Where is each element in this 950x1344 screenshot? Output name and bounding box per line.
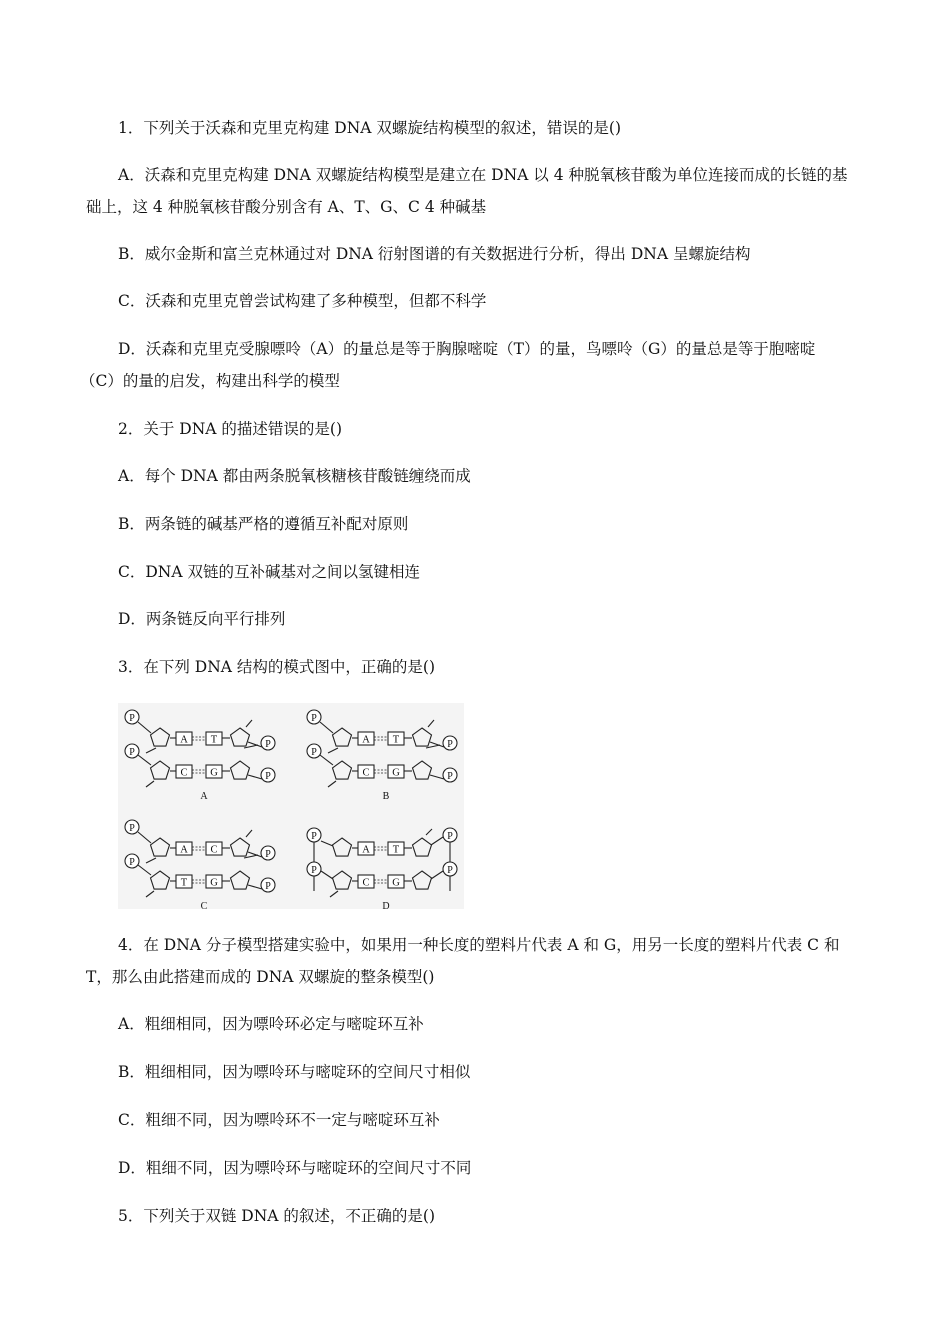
panel-D-tail-bottom bbox=[330, 891, 338, 897]
panel-B-sugar-right-bottom bbox=[413, 761, 432, 779]
panel-B-sugar-left-top bbox=[333, 728, 352, 746]
panel-B-base-bottom-right-label: G bbox=[392, 767, 400, 779]
panel-A-bond-2 bbox=[138, 755, 151, 765]
question-4-option-a: A．粗细相同，因为嘌呤环必定与嘧啶环互补 bbox=[118, 1015, 424, 1033]
panel-B-bond-1 bbox=[320, 722, 333, 733]
panel-C-sugar-right-top bbox=[231, 838, 250, 856]
panel-B-phosphate-3-label: P bbox=[447, 739, 453, 750]
panel-D-bond-2 bbox=[321, 871, 333, 879]
panel-A-bond-1 bbox=[138, 722, 151, 733]
dna-structure-figure bbox=[118, 703, 464, 909]
panel-D-phosphate-2-label: P bbox=[311, 865, 317, 876]
panel-D-bond-1 bbox=[321, 841, 333, 846]
panel-A-base-bottom-left-label: C bbox=[180, 767, 188, 779]
dna-diagrams bbox=[118, 703, 464, 909]
panel-D-base-top-right-label: T bbox=[392, 844, 400, 856]
question-2-option-a: A．每个 DNA 都由两条脱氧核糖核苷酸链缠绕而成 bbox=[118, 467, 471, 485]
panel-A-tail-bottom bbox=[146, 781, 154, 787]
panel-A-phosphate-4-label: P bbox=[265, 771, 271, 782]
panel-A-phosphate-3-label: P bbox=[265, 739, 271, 750]
question-1-option-c: C．沃森和克里克曾尝试构建了多种模型，但都不科学 bbox=[118, 292, 487, 310]
panel-A-bond-4 bbox=[248, 775, 262, 779]
question-2-stem: 2．关于 DNA 的描述错误的是() bbox=[118, 420, 342, 438]
panel-B-base-top-left-label: A bbox=[362, 734, 370, 746]
panel-C-base-top-right-label: C bbox=[210, 844, 218, 856]
panel-C-base-bottom-right-label: G bbox=[210, 877, 218, 889]
panel-A-phosphate-1-label: P bbox=[129, 713, 135, 724]
panel-C-phosphate-1-label: P bbox=[129, 823, 135, 834]
panel-A-sugar-left-bottom bbox=[151, 761, 170, 779]
question-1-option-d-line2: （C）的量的启发，构建出科学的模型 bbox=[80, 372, 340, 390]
dna-panel-C bbox=[125, 820, 275, 909]
question-1-option-a-line2: 础上，这 4 种脱氧核苷酸分别含有 A、T、G、C 4 种碱基 bbox=[86, 198, 487, 216]
panel-A-base-top-right-label: T bbox=[210, 734, 218, 746]
panel-D-phosphate-1-label: P bbox=[311, 831, 317, 842]
panel-B-base-bottom-left-label: C bbox=[362, 767, 370, 779]
panel-B-phosphate-2-label: P bbox=[311, 747, 317, 758]
panel-B-phosphate-4-label: P bbox=[447, 771, 453, 782]
panel-C-backbone-1 bbox=[146, 858, 156, 863]
question-1-option-a-line1: A．沃森和克里克构建 DNA 双螺旋结构模型是建立在 DNA 以 4 种脱氧核苷酸为单位连接而成的长链的基 bbox=[118, 166, 848, 184]
panel-D-tail-top bbox=[426, 829, 432, 835]
dna-panel-D bbox=[307, 828, 457, 909]
panel-B-bond-2 bbox=[320, 755, 333, 765]
panel-C-bond-2 bbox=[138, 865, 151, 875]
question-4-option-b: B．粗细相同，因为嘌呤环与嘧啶环的空间尺寸相似 bbox=[118, 1063, 471, 1081]
panel-A-backbone-1 bbox=[146, 748, 156, 753]
panel-A-sugar-left-top bbox=[151, 728, 170, 746]
panel-A-tail-top bbox=[246, 720, 252, 727]
panel-B-base-top-right-label: T bbox=[392, 734, 400, 746]
question-1-option-b: B．威尔金斯和富兰克林通过对 DNA 衍射图谱的有关数据进行分析，得出 DNA 呈螺旋结构 bbox=[118, 245, 751, 263]
panel-D-base-bottom-right-label: G bbox=[392, 877, 400, 889]
panel-C-sugar-left-bottom bbox=[151, 871, 170, 889]
question-1-option-d-line1: D．沃森和克里克受腺嘌呤（A）的量总是等于胸腺嘧啶（T）的量，鸟嘌呤（G）的量总是等于胞嘧啶 bbox=[118, 340, 816, 358]
panel-C-tail-top bbox=[246, 830, 252, 837]
panel-C-bond-1 bbox=[138, 832, 151, 843]
panel-D-base-top-left-label: A bbox=[362, 844, 370, 856]
panel-C-phosphate-2-label: P bbox=[129, 857, 135, 868]
panel-A-phosphate-2-label: P bbox=[129, 747, 135, 758]
panel-D-phosphate-3-label: P bbox=[447, 831, 453, 842]
panel-D-sugar-right-bottom bbox=[413, 871, 432, 889]
panel-C-base-bottom-left-label: T bbox=[180, 877, 188, 889]
panel-A-sugar-right-bottom bbox=[231, 761, 250, 779]
question-2-option-d: D．两条链反向平行排列 bbox=[118, 610, 286, 628]
question-2-option-c: C．DNA 双链的互补碱基对之间以氢键相连 bbox=[118, 563, 420, 581]
panel-D-sugar-right-top bbox=[413, 838, 432, 856]
panel-A-sugar-right-top bbox=[231, 728, 250, 746]
panel-B-sugar-left-bottom bbox=[333, 761, 352, 779]
panel-D-bond-4 bbox=[431, 871, 443, 879]
panel-B-tail-top bbox=[428, 720, 434, 727]
panel-C-sugar-right-bottom bbox=[231, 871, 250, 889]
panel-B-caption: B bbox=[382, 791, 390, 802]
panel-C-phosphate-3-label: P bbox=[265, 849, 271, 860]
panel-B-phosphate-1-label: P bbox=[311, 713, 317, 724]
panel-D-sugar-left-top bbox=[333, 838, 352, 856]
panel-D-base-bottom-left-label: C bbox=[362, 877, 370, 889]
panel-C-base-top-left-label: A bbox=[180, 844, 188, 856]
panel-B-sugar-right-top bbox=[413, 728, 432, 746]
panel-C-tail-bottom bbox=[146, 891, 154, 897]
question-4-option-c: C．粗细不同，因为嘌呤环不一定与嘧啶环互补 bbox=[118, 1111, 440, 1129]
question-4-option-d: D．粗细不同，因为嘌呤环与嘧啶环的空间尺寸不同 bbox=[118, 1159, 472, 1177]
panel-B-tail-bottom bbox=[328, 781, 336, 787]
panel-B-bond-4 bbox=[430, 775, 444, 779]
panel-A-caption: A bbox=[200, 791, 208, 802]
panel-A-base-bottom-right-label: G bbox=[210, 767, 218, 779]
panel-B-backbone-1 bbox=[328, 748, 338, 753]
dna-panel-A bbox=[125, 710, 275, 802]
question-1-stem: 1．下列关于沃森和克里克构建 DNA 双螺旋结构模型的叙述，错误的是() bbox=[118, 119, 621, 137]
question-2-option-b: B．两条链的碱基严格的遵循互补配对原则 bbox=[118, 515, 409, 533]
panel-D-sugar-left-bottom bbox=[333, 871, 352, 889]
panel-C-sugar-left-top bbox=[151, 838, 170, 856]
panel-C-bond-4 bbox=[248, 885, 262, 889]
question-3-stem: 3．在下列 DNA 结构的模式图中，正确的是() bbox=[118, 658, 435, 676]
panel-D-bond-3 bbox=[431, 837, 443, 845]
panel-D-phosphate-4-label: P bbox=[447, 865, 453, 876]
panel-A-base-top-left-label: A bbox=[180, 734, 188, 746]
panel-D-caption: D bbox=[382, 901, 390, 909]
panel-C-caption: C bbox=[200, 901, 208, 909]
question-4-stem-line1: 4．在 DNA 分子模型搭建实验中，如果用一种长度的塑料片代表 A 和 G，用另一长度的塑料片代表 C 和 bbox=[118, 936, 840, 954]
panel-C-phosphate-4-label: P bbox=[265, 881, 271, 892]
question-4-stem-line2: T，那么由此搭建而成的 DNA 双螺旋的整条模型() bbox=[86, 968, 435, 986]
question-5-stem: 5．下列关于双链 DNA 的叙述，不正确的是() bbox=[118, 1207, 435, 1225]
dna-panel-B bbox=[307, 710, 457, 802]
